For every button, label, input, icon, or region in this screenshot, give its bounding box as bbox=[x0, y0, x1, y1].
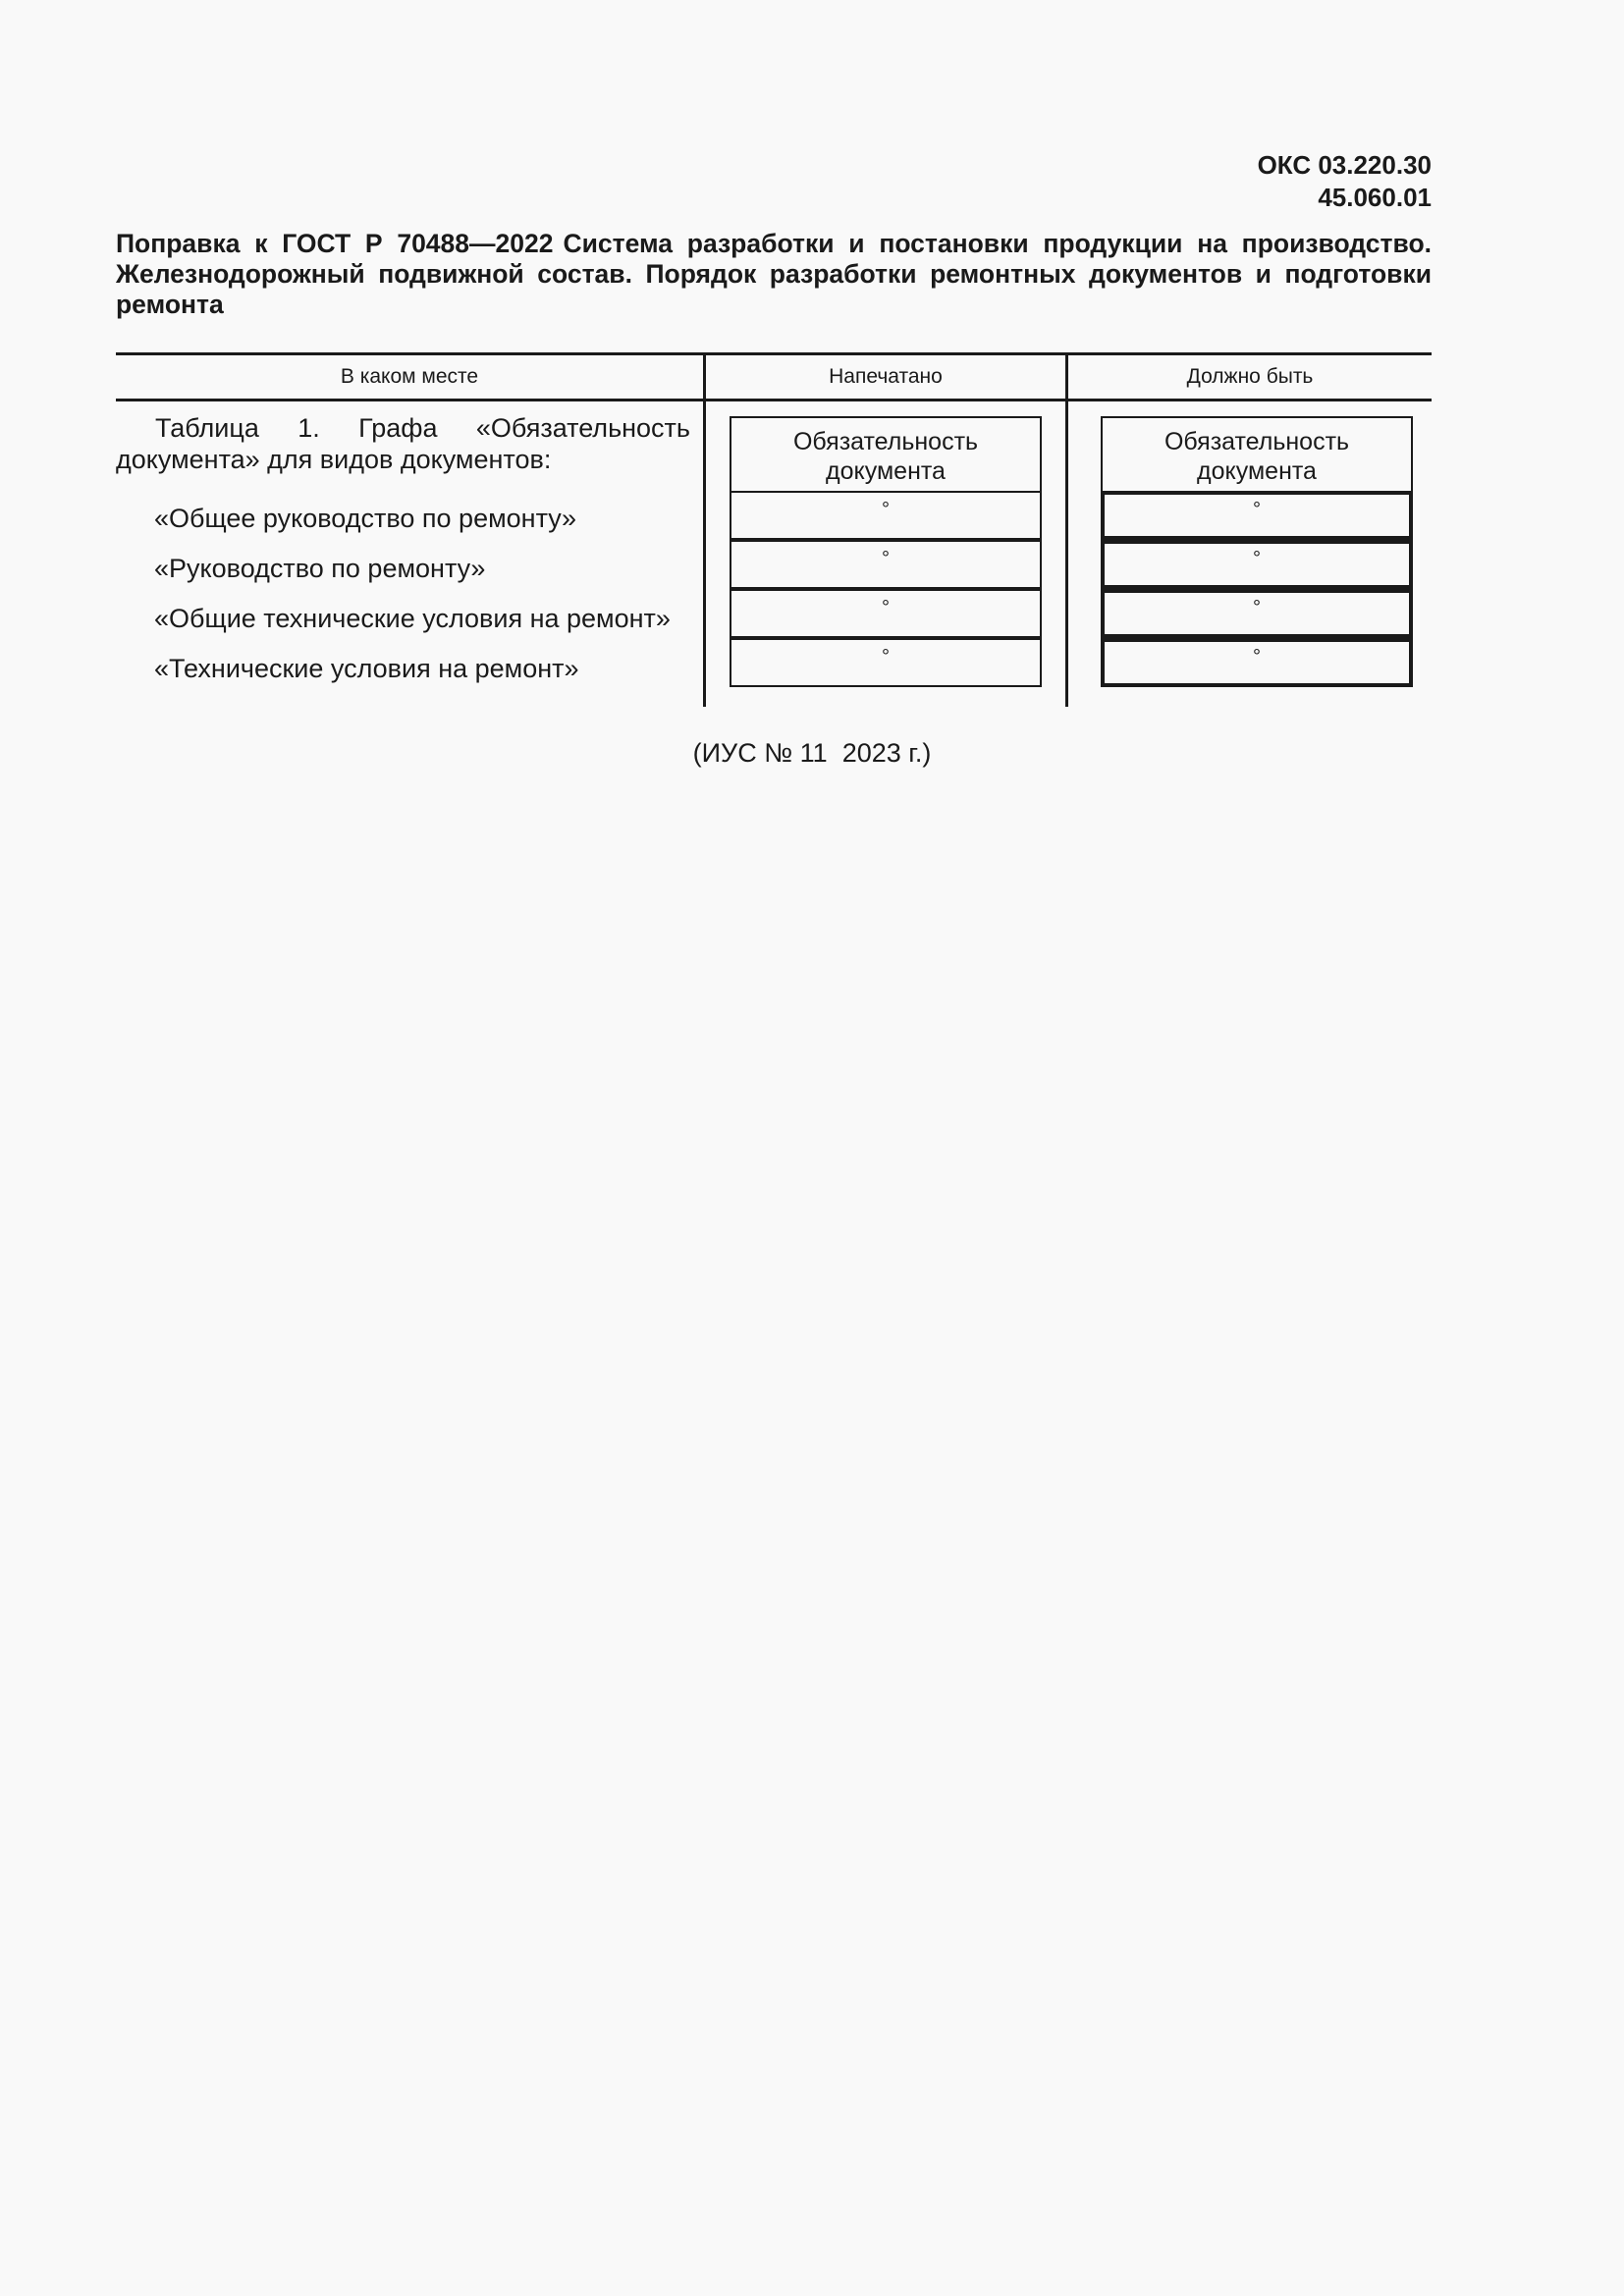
ius-reference bbox=[0, 738, 1624, 769]
document-type-item: «Общие технические условия на ремонт» bbox=[154, 604, 671, 633]
oks-code-1: ОКС 03.220.30 bbox=[1257, 150, 1432, 180]
document-type-item: «Технические условия на ремонт» bbox=[154, 654, 579, 683]
column-divider-1 bbox=[703, 352, 706, 707]
should-be-mini-row: ° bbox=[1101, 540, 1413, 589]
ius-number: (ИУС № 11 bbox=[692, 738, 828, 768]
column-header-where: В каком месте bbox=[340, 365, 479, 388]
ius-year: 2023 г.) bbox=[841, 738, 932, 768]
printed-mini-row: ° bbox=[730, 540, 1042, 589]
printed-mini-row: ° bbox=[730, 638, 1042, 687]
title-text: Система разработки и постановки продукции на производство. Железнодорожный подвижной состав. Порядок разработки ремонтных документов и подготовки ремонта bbox=[116, 229, 1432, 319]
table-header-rule bbox=[116, 399, 1432, 401]
document-title bbox=[116, 229, 1432, 320]
column-divider-2 bbox=[1065, 352, 1068, 707]
should-be-mini-row: ° bbox=[1101, 638, 1413, 687]
printed-mini-row: ° bbox=[730, 491, 1042, 540]
column-header-printed: Напечатано bbox=[829, 365, 943, 388]
oks-codes bbox=[1258, 149, 1432, 214]
printed-mini-header: Обязательность документа bbox=[730, 416, 1042, 493]
column-header-should-be: Должно быть bbox=[1186, 365, 1314, 388]
should-be-mini-row: ° bbox=[1101, 491, 1413, 540]
table-top-rule bbox=[116, 352, 1432, 355]
should-be-mini-row: ° bbox=[1101, 589, 1413, 638]
document-type-item: «Руководство по ремонту» bbox=[154, 554, 486, 583]
oks-code-2: 45.060.01 bbox=[1318, 183, 1432, 212]
document-type-item: «Общее руководство по ремонту» bbox=[154, 504, 577, 533]
title-prefix: Поправка к ГОСТ Р 70488—2022 bbox=[116, 229, 554, 258]
should-be-mini-header: Обязательность документа bbox=[1101, 416, 1413, 493]
printed-mini-row: ° bbox=[730, 589, 1042, 638]
table-intro-text: Таблица 1. Графа «Обязательность документа» для видов документов: bbox=[116, 413, 690, 474]
